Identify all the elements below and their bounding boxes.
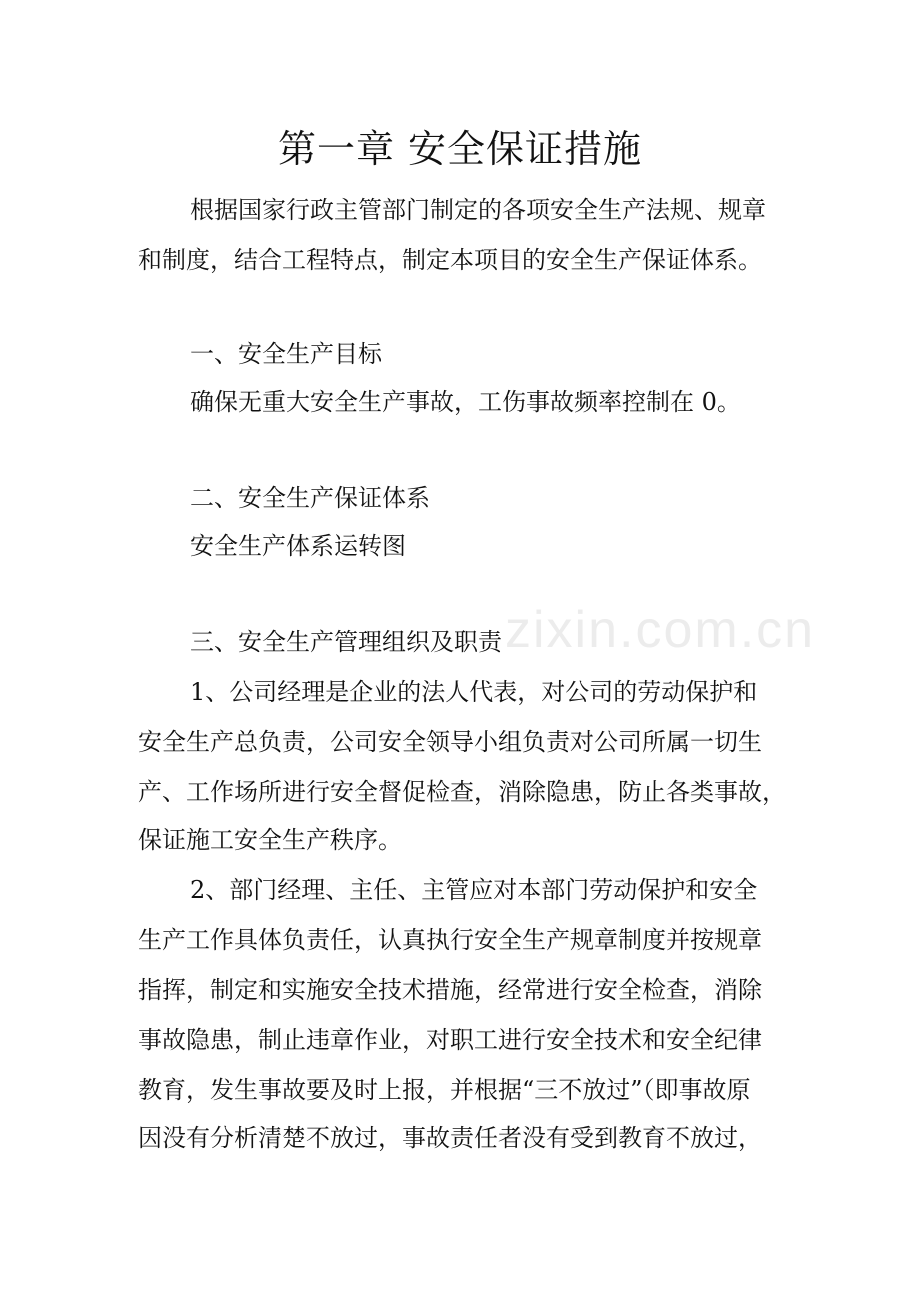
section-3-p2-line-4: 事故隐患，制止违章作业，对职工进行安全技术和安全纪律 bbox=[138, 1026, 762, 1054]
section-1-body: 确保无重大安全生产事故，工伤事故频率控制在 0。 bbox=[190, 388, 741, 416]
section-3-heading: 三、安全生产管理组织及职责 bbox=[190, 628, 502, 656]
section-3-p2-line-2: 生产工作具体负责任，认真执行安全生产规章制度并按规章 bbox=[138, 926, 762, 954]
section-3-p2-line-5: 教育，发生事故要及时上报，并根据“三不放过”（即事故原 bbox=[138, 1076, 751, 1104]
section-3-p1-line-1: 1、公司经理是企业的法人代表，对公司的劳动保护和 bbox=[190, 678, 758, 706]
section-3-p1-line-2: 安全生产总负责，公司安全领导小组负责对公司所属一切生 bbox=[138, 728, 762, 756]
intro-line-2: 和制度，结合工程特点，制定本项目的安全生产保证体系。 bbox=[138, 246, 762, 274]
intro-line-1: 根据国家行政主管部门制定的各项安全生产法规、规章 bbox=[190, 196, 766, 224]
section-1-heading: 一、安全生产目标 bbox=[190, 340, 382, 368]
section-3-p2-line-3: 指挥，制定和实施安全技术措施，经常进行安全检查，消除 bbox=[138, 976, 762, 1004]
section-3-p1-line-4: 保证施工安全生产秩序。 bbox=[138, 826, 402, 854]
section-3-p2-line-6: 因没有分析清楚不放过，事故责任者没有受到教育不放过， bbox=[138, 1124, 762, 1152]
section-3-p1-line-3: 产、工作场所进行安全督促检查，消除隐患，防止各类事故， bbox=[138, 778, 786, 806]
watermark: zixin.com.cn bbox=[505, 601, 816, 659]
section-2-heading: 二、安全生产保证体系 bbox=[190, 484, 430, 512]
section-2-body: 安全生产体系运转图 bbox=[190, 532, 406, 560]
section-3-p2-line-1: 2、部门经理、主任、主管应对本部门劳动保护和安全 bbox=[190, 876, 758, 904]
chapter-title: 第一章 安全保证措施 bbox=[277, 127, 643, 171]
